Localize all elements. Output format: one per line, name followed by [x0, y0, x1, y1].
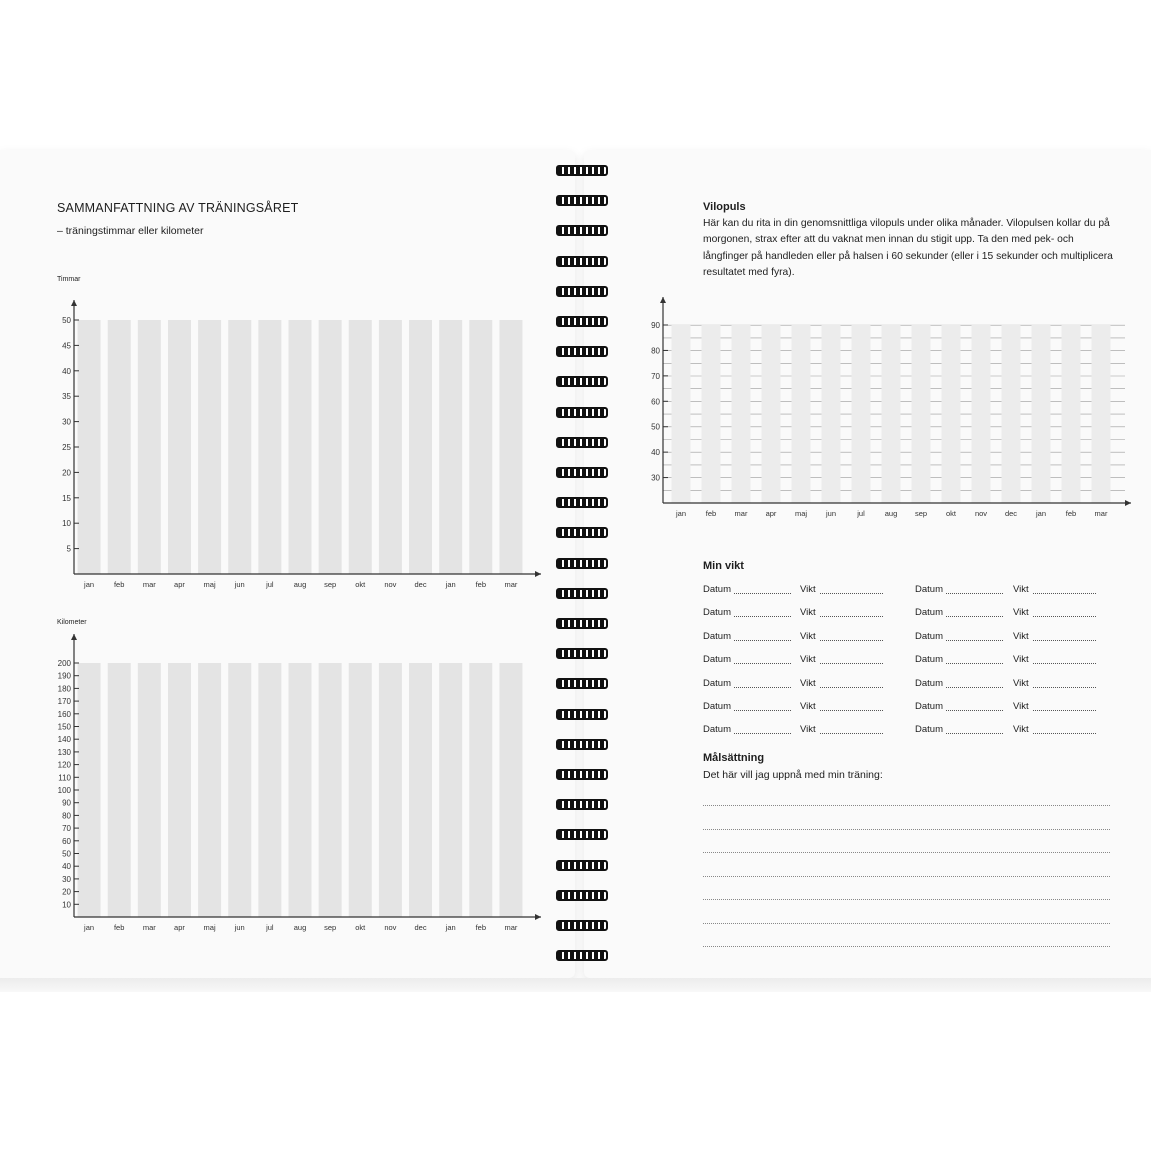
x-tick-label: nov: [974, 509, 988, 518]
bar-nov: [972, 325, 991, 503]
x-tick-label: mar: [504, 580, 518, 589]
x-tick-label: okt: [945, 509, 957, 518]
weight-label: Vikt: [800, 630, 816, 642]
x-tick-label: feb: [475, 580, 487, 589]
y-tick-label: 150: [57, 722, 71, 732]
x-tick-label: feb: [113, 580, 125, 589]
chart-hours-ylabel: Timmar: [57, 276, 81, 283]
x-tick-label: apr: [174, 580, 185, 589]
y-tick-label: 35: [62, 392, 71, 402]
date-label: Datum: [915, 701, 943, 712]
x-tick-label: aug: [293, 580, 307, 589]
weight-field[interactable]: [820, 640, 883, 641]
x-tick-label: jun: [234, 580, 245, 589]
weight-field[interactable]: [1033, 593, 1096, 594]
vilopuls-heading: Vilopuls: [703, 201, 746, 213]
weight-label: Vikt: [800, 584, 816, 595]
spiral-ring: [556, 558, 608, 569]
date-field[interactable]: [946, 733, 1003, 734]
bar-okt: [942, 325, 961, 503]
spiral-ring: [556, 588, 608, 599]
x-tick-label: jan: [445, 580, 456, 589]
weight-label: Vikt: [1013, 701, 1029, 712]
date-label: Datum: [915, 630, 943, 642]
goal-heading: Målsättning: [703, 752, 765, 764]
bar-feb: [702, 325, 721, 503]
y-tick-label: 30: [62, 417, 71, 427]
y-tick-label: 90: [651, 321, 660, 330]
y-tick-label: 170: [57, 697, 71, 707]
y-tick-label: 50: [651, 422, 660, 432]
spiral-ring: [556, 709, 608, 720]
chart-km-ylabel: Kilometer: [57, 619, 87, 626]
date-field[interactable]: [734, 616, 791, 617]
x-tick-label: aug: [884, 509, 898, 518]
x-tick-label: apr: [765, 509, 777, 518]
weight-label: Vikt: [800, 607, 816, 619]
x-tick-label: jun: [234, 923, 245, 932]
weight-label: Vikt: [1013, 630, 1029, 642]
date-field[interactable]: [946, 663, 1003, 664]
y-tick-label: 25: [62, 443, 71, 452]
x-tick-label: maj: [794, 509, 808, 518]
bar-dec: [1002, 325, 1021, 503]
x-tick-label: okt: [355, 580, 366, 589]
weight-label: Vikt: [800, 701, 816, 712]
weight-field[interactable]: [820, 687, 883, 688]
y-tick-label: 50: [62, 849, 71, 859]
spiral-ring: [556, 407, 608, 418]
x-tick-label: sep: [324, 580, 337, 589]
weight-field[interactable]: [1033, 710, 1096, 711]
weight-label: Vikt: [1013, 607, 1029, 619]
y-tick-label: 10: [62, 900, 71, 910]
weight-field[interactable]: [820, 733, 883, 734]
spiral-ring: [556, 225, 608, 236]
y-tick-label: 100: [57, 786, 71, 795]
date-field[interactable]: [946, 687, 1003, 688]
y-tick-label: 40: [651, 448, 660, 458]
date-field[interactable]: [734, 687, 791, 688]
bar-mar: [1092, 325, 1111, 503]
y-tick-label: 40: [62, 862, 71, 872]
x-tick-label: maj: [203, 923, 216, 932]
x-tick-label: jan: [84, 923, 95, 932]
left-page-title: SAMMANFATTNING AV TRÄNINGSÅRET: [57, 201, 299, 215]
spiral-ring: [556, 286, 608, 297]
weight-field[interactable]: [820, 663, 883, 664]
x-tick-label: nov: [384, 923, 397, 932]
date-label: Datum: [915, 584, 943, 595]
goal-line[interactable]: [703, 876, 1110, 877]
y-tick-label: 180: [57, 684, 71, 694]
y-tick-label: 20: [62, 887, 71, 897]
weight-field[interactable]: [1033, 616, 1096, 617]
y-tick-label: 120: [57, 760, 71, 770]
bar-feb: [1062, 325, 1081, 503]
x-tick-label: jul: [857, 509, 865, 518]
bar-jan: [672, 325, 691, 503]
weight-label: Vikt: [800, 724, 816, 736]
date-field[interactable]: [946, 616, 1003, 617]
date-label: Datum: [703, 654, 731, 666]
weight-label: Vikt: [1013, 654, 1029, 666]
weight-field[interactable]: [1033, 733, 1096, 734]
spiral-ring: [556, 799, 608, 810]
goal-line[interactable]: [703, 899, 1110, 900]
spiral-ring: [556, 316, 608, 327]
y-tick-label: 30: [62, 874, 71, 884]
x-tick-label: mar: [1094, 509, 1108, 518]
y-tick-label: 70: [651, 371, 660, 381]
weight-field[interactable]: [1033, 687, 1096, 688]
y-tick-label: 45: [62, 341, 71, 351]
vilopuls-description: Här kan du rita in din genomsnittliga vilopuls under olika månader. Vilopulsen kollar du på morgonen, strax efter att du vaknat men innan du stigit upp. Ta den med pek- och långfinger på handleden eller på halsen i 60 sekunder (eller i 15 sekunder och multiplicera resultatet med fyra).: [703, 218, 1113, 278]
x-tick-label: feb: [705, 509, 717, 518]
x-tick-label: jul: [266, 923, 274, 932]
y-tick-label: 80: [651, 346, 660, 356]
left-page-subtitle: – träningstimmar eller kilometer: [57, 225, 204, 237]
x-tick-label: mar: [142, 580, 156, 589]
y-tick-label: 190: [57, 671, 71, 681]
weight-label: Vikt: [1013, 584, 1029, 595]
y-tick-label: 130: [57, 747, 71, 757]
spiral-ring: [556, 890, 608, 901]
x-tick-label: mar: [142, 923, 156, 932]
date-label: Datum: [703, 584, 731, 595]
date-label: Datum: [703, 607, 731, 619]
x-tick-label: mar: [504, 923, 518, 932]
x-tick-label: jan: [445, 923, 456, 932]
goal-line[interactable]: [703, 829, 1110, 830]
weight-label: Vikt: [1013, 677, 1029, 689]
x-tick-label: maj: [203, 580, 216, 589]
spiral-ring: [556, 648, 608, 659]
date-label: Datum: [703, 701, 731, 712]
date-field[interactable]: [946, 593, 1003, 594]
goal-prompt: Det här vill jag uppnå med min träning:: [703, 769, 883, 781]
date-label: Datum: [915, 654, 943, 666]
y-tick-label: 140: [57, 735, 71, 745]
x-tick-label: dec: [414, 923, 427, 932]
spiral-ring: [556, 467, 608, 478]
y-tick-label: 60: [62, 836, 71, 846]
y-tick-label: 200: [57, 659, 71, 668]
y-tick-label: 10: [62, 519, 71, 529]
spiral-ring: [556, 678, 608, 689]
x-tick-label: jan: [1035, 509, 1047, 518]
x-tick-label: feb: [475, 923, 487, 932]
weight-field[interactable]: [820, 710, 883, 711]
bar-jul: [852, 325, 871, 503]
y-tick-label: 15: [62, 493, 71, 503]
x-tick-label: sep: [324, 923, 337, 932]
spiral-ring: [556, 497, 608, 508]
date-field[interactable]: [734, 640, 791, 641]
x-tick-label: mar: [734, 509, 748, 518]
x-tick-label: okt: [355, 923, 366, 932]
spiral-ring: [556, 165, 608, 176]
date-field[interactable]: [946, 710, 1003, 711]
bar-apr: [762, 325, 781, 503]
spiral-ring: [556, 618, 608, 629]
y-tick-label: 40: [62, 366, 71, 376]
y-tick-label: 110: [58, 773, 71, 783]
goal-line[interactable]: [703, 852, 1110, 853]
weight-label: Vikt: [800, 677, 816, 689]
y-tick-label: 90: [62, 798, 71, 808]
date-label: Datum: [915, 607, 943, 619]
x-tick-label: dec: [414, 580, 427, 589]
spiral-ring: [556, 769, 608, 780]
spiral-ring: [556, 376, 608, 387]
date-label: Datum: [703, 677, 731, 689]
date-field[interactable]: [734, 733, 791, 734]
x-tick-label: dec: [1004, 509, 1018, 518]
weight-label: Vikt: [800, 654, 816, 666]
x-tick-label: jan: [84, 580, 95, 589]
y-tick-label: 30: [651, 473, 660, 483]
spiral-ring: [556, 437, 608, 448]
y-tick-label: 50: [62, 316, 71, 325]
x-tick-label: jun: [825, 509, 837, 518]
date-label: Datum: [915, 677, 943, 689]
date-field[interactable]: [946, 640, 1003, 641]
spiral-ring: [556, 527, 608, 538]
bar-jan: [1032, 325, 1051, 503]
date-label: Datum: [703, 630, 731, 642]
bar-aug: [882, 325, 901, 503]
weight-field[interactable]: [820, 616, 883, 617]
bar-jun: [822, 325, 841, 503]
x-axis-arrow: [1125, 500, 1131, 506]
goal-line[interactable]: [703, 923, 1110, 924]
spiral-ring: [556, 829, 608, 840]
bar-sep: [912, 325, 931, 503]
spiral-ring: [556, 346, 608, 357]
weight-field[interactable]: [820, 593, 883, 594]
weight-field[interactable]: [1033, 640, 1096, 641]
spiral-ring: [556, 739, 608, 750]
date-field[interactable]: [734, 593, 791, 594]
weight-field[interactable]: [1033, 663, 1096, 664]
y-tick-label: 5: [66, 544, 71, 554]
y-tick-label: 20: [62, 468, 71, 478]
y-tick-label: 70: [62, 824, 71, 834]
goal-line[interactable]: [703, 946, 1110, 947]
spiral-ring: [556, 950, 608, 961]
x-tick-label: jan: [675, 509, 687, 518]
weight-label: Vikt: [1013, 724, 1029, 736]
y-axis-arrow: [660, 297, 666, 303]
bar-maj: [792, 325, 811, 503]
spiral-ring: [556, 860, 608, 871]
spiral-ring: [556, 920, 608, 931]
y-tick-label: 160: [57, 709, 71, 719]
goal-line[interactable]: [703, 805, 1110, 806]
spiral-ring: [556, 195, 608, 206]
x-tick-label: feb: [1065, 509, 1077, 518]
y-tick-label: 60: [651, 397, 660, 407]
y-tick-label: 80: [62, 811, 71, 821]
x-tick-label: aug: [293, 923, 307, 932]
date-label: Datum: [915, 724, 943, 736]
x-tick-label: jul: [266, 580, 274, 589]
date-field[interactable]: [734, 663, 791, 664]
date-field[interactable]: [734, 710, 791, 711]
x-tick-label: feb: [113, 923, 125, 932]
vikt-heading: Min vikt: [703, 560, 744, 572]
x-tick-label: apr: [174, 923, 185, 932]
x-tick-label: sep: [914, 509, 928, 518]
bar-mar: [732, 325, 751, 503]
date-label: Datum: [703, 724, 731, 736]
x-tick-label: nov: [384, 580, 397, 589]
spiral-ring: [556, 256, 608, 267]
